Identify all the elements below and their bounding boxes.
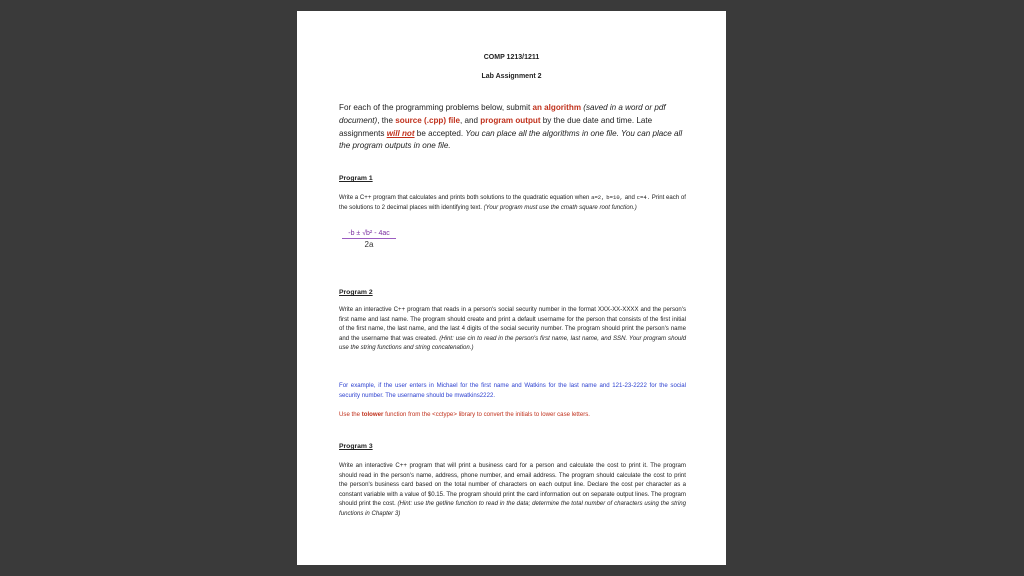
formula-denominator: 2a: [364, 240, 374, 249]
p1-b-value: b=10,: [606, 194, 624, 201]
p3-text: Write an interactive C++ program that will print a business card for a person and calculate the cost to print it. The program should read in the person's name, address, phone number, and email address. The program should calculate the cost to print the person's business card based on the total number of characters on each output line. Declare the cost per character as a constant variable with a value of $0.15. The program should print the card information out on separate output lines. The program should print the cost.: [339, 462, 686, 508]
algorithm-highlight: an algorithm: [532, 103, 582, 112]
p1-c-value: c=4.: [636, 194, 651, 201]
p1-text: Print each of the solutions to 2 decimal places with identifying text.: [339, 194, 687, 211]
source-highlight: source (.cpp) file: [395, 115, 461, 125]
intro-text: , the: [377, 115, 396, 125]
p1-note: (Your program must use the cmath square root function.): [483, 203, 637, 211]
tolower-text: function from the <cctype> library to convert the initials to lower case letters.: [383, 411, 590, 418]
program-2-tolower: [339, 410, 686, 420]
intro-italic-note: You can place all the algorithms in one file. You can place all the program outputs in one file.: [339, 128, 683, 151]
quadratic-formula: [342, 230, 396, 249]
program-1-text: [339, 193, 686, 212]
lab-title: Lab Assignment 2: [481, 73, 542, 80]
p1-a-value: a=2,: [591, 194, 605, 201]
intro-text: , and: [460, 115, 481, 125]
p2-note: (Hint: use cin to read in the person's first name, last name, and SSN. Your program should use the string functions and string concatenation.): [339, 334, 686, 352]
intro-text: by the due date and time. Late assignments: [339, 115, 653, 138]
p2-text: Write an interactive C++ program that reads in a person's social security number in the format XXX-XX-XXXX and the person's first name and last name. The program should create and print a default username for the person that consists of the first initial of the first name, the last name, and the last 4 digits of the social security number. The program should print the person's name and the username that was created.: [339, 306, 686, 342]
formula-numerator: -b ± √b² - 4ac: [342, 230, 396, 239]
p3-note: (Hint: use the getline function to read in the data; determine the total number of characters using the string functions in Chapter 3): [339, 500, 686, 517]
will-not-highlight: will not: [386, 128, 415, 138]
intro-text: For each of the programming problems below, submit: [339, 103, 533, 112]
output-highlight: program output: [480, 115, 541, 125]
program-2-heading: Program 2: [339, 289, 373, 296]
program-3-heading: Program 3: [339, 443, 373, 450]
intro-text: be accepted.: [414, 128, 466, 138]
program-3-text: [339, 461, 686, 519]
tolower-text: Use the: [339, 411, 362, 418]
intro-italic: (saved in a word or pdf document): [339, 103, 666, 125]
program-1-heading: Program 1: [339, 175, 373, 182]
document-page: [297, 11, 726, 565]
intro-paragraph: [339, 102, 689, 153]
program-2-text: [339, 305, 686, 353]
course-title: COMP 1213/1211: [483, 54, 540, 61]
p1-text: and: [623, 194, 637, 201]
program-2-example: For example, if the user enters in Michael for the first name and Watkins for the last name and 121-23-2222 for the social security number. The username should be mwatkins2222.: [339, 382, 686, 399]
p1-text: Write a C++ program that calculates and prints both solutions to the quadratic equation when: [339, 194, 592, 201]
tolower-keyword: tolower: [361, 411, 384, 418]
